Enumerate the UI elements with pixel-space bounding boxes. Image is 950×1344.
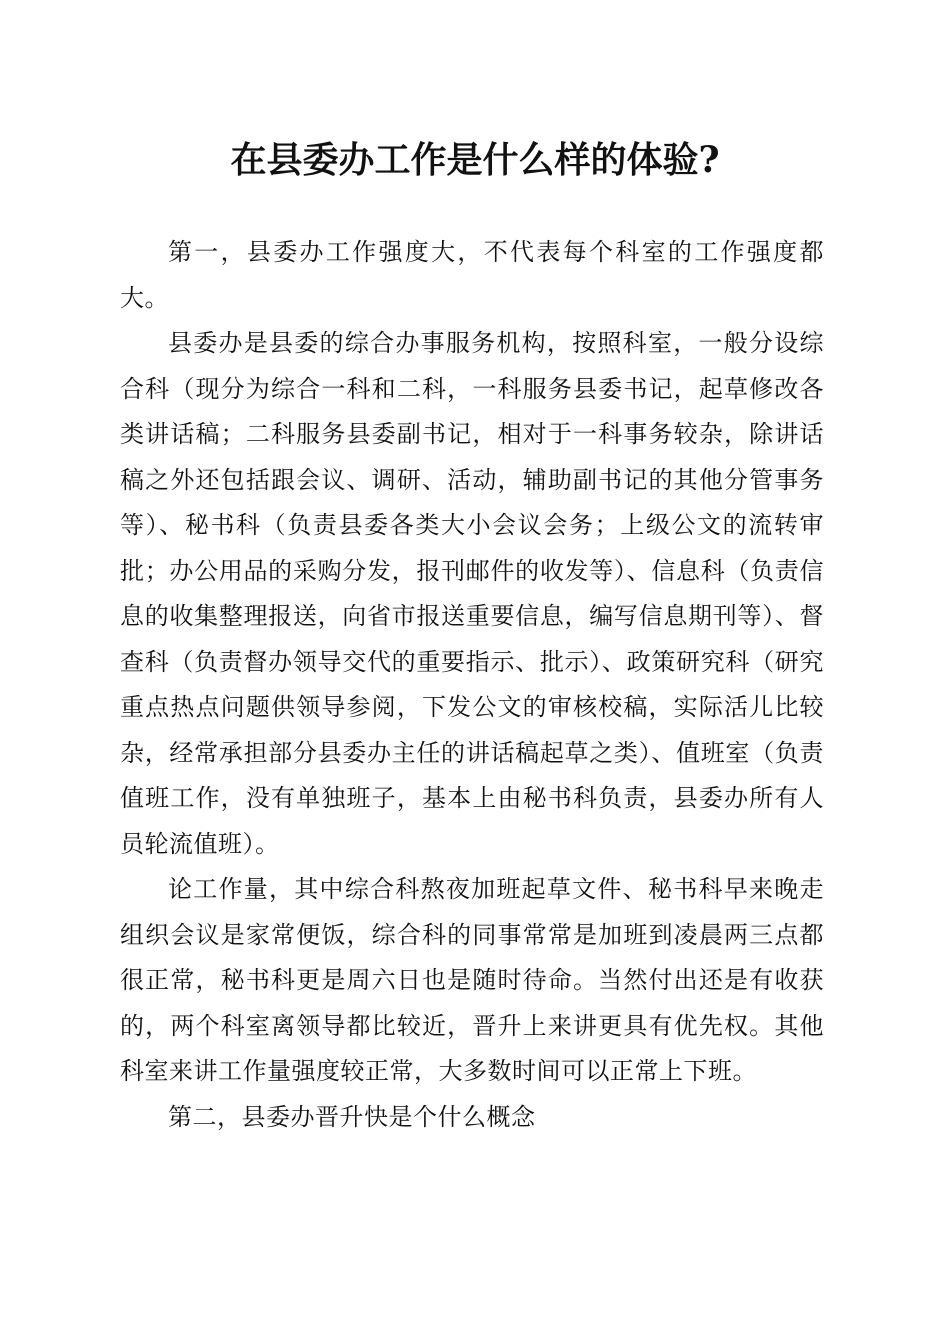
paragraph-4: 第二，县委办晋升快是个什么概念 xyxy=(168,1102,536,1131)
document-body xyxy=(120,230,824,1140)
paragraph-3: 论工作量，其中综合科熬夜加班起草文件、秘书科早来晚走组织会议是家常便饭，综合科的同事常常是加班到凌晨两三点都很正常，秘书科更是周六日也是随时待命。当然付出还是有收获的，两个科室离领导都比较近，晋升上来讲更具有优先权。其他科室来讲工作量强度较正常，大多数时间可以正常上下班。 xyxy=(120,875,824,1085)
paragraph-1: 第一，县委办工作强度大，不代表每个科室的工作强度都大。 xyxy=(120,238,824,312)
paragraph-2: 县委办是县委的综合办事服务机构，按照科室，一般分设综合科（现分为综合一科和二科，一科服务县委书记，起草修改各类讲话稿；二科服务县委副书记，相对于一科事务较杂，除讲话稿之外还包括跟会议、调研、活动，辅助副书记的其他分管事务等）、秘书科（负责县委各类大小会议会务；上级公文的流转审批；办公用品的采购分发，报刊邮件的收发等）、信息科（负责信息的收集整理报送，向省市报送重要信息，编写信息期刊等）、督查科（负责督办领导交代的重要指示、批示）、政策研究科（研究重点热点问题供领导参阅，下发公文的审核校稿，实际活儿比较杂，经常承担部分县委办主任的讲话稿起草之类）、值班室（负责值班工作，没有单独班子，基本上由秘书科负责，县委办所有人员轮流值班）。 xyxy=(120,329,824,858)
page-title: 在县委办工作是什么样的体验? xyxy=(230,139,720,181)
